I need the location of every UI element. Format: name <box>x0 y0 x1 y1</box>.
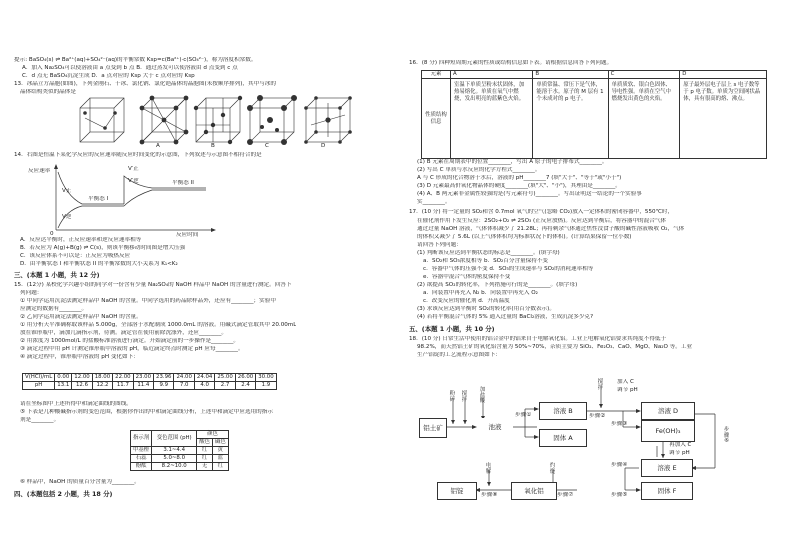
table-cell: 23.96 <box>154 374 174 382</box>
q17-option: a．SO₂和 SO₃浓度相等 b．SO₂百分含量保持不变 <box>423 258 549 264</box>
q16-text: (3) D 元素最高价氧化物晶体的硬度________(填"大"、"小")，其理由是________。 <box>417 183 621 189</box>
q17-text: (1) 判断该反应达到平衡状态的标志是________。(填字母) <box>417 250 560 256</box>
q17-text: 在催化剂作用下发生反应：2SO₂+O₂ ⇌ 2SO₃ (正反应放热)。反应达到平衡后，将容器中的混合气体 <box>417 218 667 224</box>
table-cell: 石蕊 <box>131 455 152 463</box>
flow-node-ingot: 铝锭 <box>437 482 477 500</box>
table-cell: 9.9 <box>154 382 174 390</box>
q17-option: a．向装置中再充入 N₂ b．向装置中再充入 O₂ <box>423 290 538 296</box>
graph-state-2: 平衡态 II <box>172 180 194 186</box>
table-cell: 22.00 <box>113 374 133 382</box>
process-flow-lines <box>397 0 794 558</box>
table-cell: 24.00 <box>174 374 194 382</box>
table-cell: pH <box>23 382 55 390</box>
table-cell: 18.00 <box>92 374 112 382</box>
q14-option-d: D．由平衡状态 I 和平衡状态 II 的平衡常数的大小关系为 K₁<K₂ <box>20 261 178 267</box>
crystal-label-a: A <box>156 143 160 149</box>
crystal-label-c: C <box>265 143 269 149</box>
flow-label-add1: 加入 C <box>617 379 634 385</box>
flow-node-feoh3: Fe(OH)₃ <box>641 420 695 442</box>
table-cell: 8.2~10.0 <box>152 463 197 471</box>
table-cell: 2.7 <box>215 382 235 390</box>
flow-label-adjust2: 调节 pH <box>669 450 690 456</box>
table-cell: 11.4 <box>133 382 153 390</box>
q15-after: 剂是________。 <box>20 417 60 423</box>
q15-text: 应测定的数据有________。 <box>20 306 88 312</box>
flow-node-solution-e: 溶液 E <box>641 459 693 477</box>
table-cell: 3.1~4.4 <box>152 447 197 455</box>
flow-label-step8: 步骤⑧ <box>481 492 498 498</box>
flow-label-add2: 再加入 C <box>669 442 692 448</box>
q15-text: 15．(12分) 某校化学兴趣小组的同学对一份含有少量 Na₂SO₄的 NaOH 样品中 NaOH 的含量进行测定。回答下 <box>14 282 292 288</box>
table-cell: 24.04 <box>194 374 214 382</box>
q15-text: ① 用分析天平准确称取该样品 5.000g，全部溶于水配制成 1000.0mL 的溶液。用碱式滴定管取其中 20.00mL <box>20 322 297 328</box>
q17-option: c．容器中气体的压强不变 d．SO₃的生成速率与 SO₂的消耗速率相等 <box>423 266 594 272</box>
flow-label-step2: 步骤② <box>589 413 606 419</box>
table-cell: V(HCl)/mL <box>23 374 55 382</box>
flow-label-step4: 步骤④ <box>611 462 628 468</box>
table-cell: 室温下单质呈粉末状固体，加热易熔化。单质在氧气中燃烧，发出明亮的蓝紫色火焰。 <box>451 79 533 159</box>
flow-label-crush: 粉碎 <box>449 391 456 403</box>
q16-text: 实________。 <box>417 199 451 205</box>
crystal-label-b: B <box>211 143 215 149</box>
table-cell: 0.00 <box>55 374 72 382</box>
q15-text: ② 用浓度为 1000mol/L 的盐酸标准溶液进行滴定。开始滴定前的一步操作是________。 <box>20 338 240 344</box>
table-cell: 单质质软、银白色固体、导电性强。单质在空气中燃烧发出黄色的火焰。 <box>608 79 680 159</box>
table-row <box>131 455 229 463</box>
q16-text: A 与 C 形成的化合物溶于水后，溶液的 pH________7 (填"大于"、"等于"或"小于") <box>417 175 622 181</box>
flow-node-solid-a: 固体 A <box>539 429 587 447</box>
table-cell: 红 <box>197 455 213 463</box>
graph-v-forward-prime: V′正 <box>128 166 139 172</box>
flow-node-solid-f: 固体 F <box>641 482 693 500</box>
q17-text: 通过过量 NaOH 溶液，气体体积减少了 21.28L；再将剩余气体通过焦性没食子酸的碱性溶液吸收 O₂，气体 <box>417 226 685 232</box>
q13-text: 13．冰晶立方晶胞(如图)，下列金刚石、干冰、氯化钠、氯化铯晶体的晶胞图(未按顺序排列)，其中与冰的 <box>14 81 276 87</box>
q17-text: (2) 欲提高 SO₂的转化率，下列措施可行的是________。(填字母) <box>417 282 578 288</box>
indicator-table <box>130 430 229 471</box>
table-cell: 5.0~8.0 <box>152 455 197 463</box>
q17-text: 的体积又减少了 5.6L (以上气体体积均为标准状况下的体积)。(计算结果保留一位小数) <box>417 234 632 240</box>
graph-v-reverse: V逆 <box>62 214 72 220</box>
q18-text: 18．(10 分) 日常生活中使用的铝合金中的铝来自于电解氧化铝。工业上电解氧化铝要求其纯度不得低于 <box>409 336 667 342</box>
flow-label-step3: 步骤③ <box>611 421 628 427</box>
flow-label-burn: 灼烧 <box>549 463 556 475</box>
right-column <box>397 0 794 558</box>
q17-text: 17．(10 分) 将一定量的 SO₂和含 0.7mol 氧气的空气(忽略 CO₂)放入一定体积的密闭容器中，550℃时， <box>409 209 674 215</box>
table-cell: 单质常温、常压下是气体，能溶于水。原子的 M 层有 1 个未成对的 p 电子。 <box>533 79 608 159</box>
table-cell: 2.4 <box>235 382 255 390</box>
q17-option: e．容器中混合气体的密度保持不变 <box>423 274 511 280</box>
table-cell: 红 <box>212 463 228 471</box>
q16-text: (2) 写出 C 单质与水反应的化学方程式________。 <box>417 167 541 173</box>
table-cell: 性质结构信息 <box>422 79 451 159</box>
q12-option-line: C．d 点无 BaSO₄沉淀生成 D．a 点对应的 Ksp 大于 c 点对应的 Ksp <box>22 73 195 79</box>
table-cell: C <box>608 71 680 79</box>
flow-label-step6: 步骤⑥ <box>723 427 730 445</box>
table-cell: A <box>451 71 533 79</box>
graph-v-reverse-prime: V′逆 <box>128 178 139 184</box>
table-cell: 黄 <box>212 447 228 455</box>
table-cell: 颜色 <box>197 431 229 439</box>
q15-last: ⑥ 样品中，NaOH 的质量百分含量为________。 <box>20 479 140 485</box>
graph-state-1: 平衡态 I <box>88 196 109 202</box>
table-cell: B <box>533 71 608 79</box>
section-4-heading: 四、(本题包括 2 小题，共 18 分) <box>14 490 113 498</box>
q18-text: 生产铝锭的工艺流程示意图如下： <box>417 352 501 358</box>
table-cell: 1.9 <box>256 382 276 390</box>
rate-time-graph <box>0 0 397 240</box>
table-cell: 蓝 <box>212 455 228 463</box>
flow-node-pool: 池液 <box>477 418 513 436</box>
q14-option-b: B．若反应为 A(g)+B(g) ⇌ C(s)，则该平衡移动时间图是增大压强 <box>20 245 186 251</box>
q15-text: 列问题： <box>20 290 43 296</box>
table-cell: 元素 <box>422 71 451 79</box>
table-cell: 4.0 <box>194 382 214 390</box>
q12-option-line: A．加入 Na₂SO₄可以使溶液由 a 点变到 b 点 B．通过蒸发可以使溶液由 d 点变到 c 点 <box>22 65 238 71</box>
flow-label-step1: 步骤① <box>515 412 532 418</box>
q17-text: (3) 求该反应达到平衡时 SO₂的转化率(用百分数表示)。 <box>417 306 555 312</box>
q16-text: (1) B 元素在周期表中的位置________，写出 A 原子的电子排布式________。 <box>417 159 608 165</box>
table-row <box>131 447 229 455</box>
q17-option: c．改变反应的催化剂 d．升高温度 <box>423 298 510 304</box>
table-cell: 13.1 <box>55 382 72 390</box>
q17-text: 请回答下列问题： <box>417 242 462 248</box>
q18-text: 98.2%，而天然铝土矿的氧化铝含量为 50%~70%，杂质主要为 SiO₂、Fe₂O₃、CaO、MgO、Na₂O 等。工业 <box>417 344 693 350</box>
graph-v-forward: V正 <box>62 188 72 194</box>
table-cell: 30.00 <box>256 374 276 382</box>
q14-option-a: A．反应达平衡时，正反应速率和逆反应速率相等 <box>20 237 142 243</box>
intro-line: 提示: BaSO₄(s) ⇌ Ba²⁺(aq)+SO₄²⁻(aq)的平衡常数 Ksp=c(Ba²⁺)·c(SO₄²⁻)，称为溶度积常数。 <box>14 57 257 63</box>
flow-label-acid: 加盐酸 <box>479 387 486 405</box>
q15-text: ④ 滴定过程中，锥形瓶中溶液的 pH 变化如下： <box>20 354 139 360</box>
q17-text: (4) 若将平衡混合气体的 5% 通入过量的 BaCl₂溶液，生成沉淀多少克? <box>417 314 594 320</box>
table-cell: 碱色 <box>212 439 228 447</box>
flow-label-stir2: 搅拌 <box>597 379 604 391</box>
table-cell: 25.00 <box>215 374 235 382</box>
table-cell: 23.00 <box>133 374 153 382</box>
table-cell: 26.00 <box>235 374 255 382</box>
table-cell: 原子最外层电子层上 s 电子数等于 p 电子数。单质为空间网状晶体，具有很高的熔、沸点。 <box>680 79 767 159</box>
flow-label-step5: 步骤⑤ <box>611 492 628 498</box>
q15-text: ② 乙同学运用滴定法测定样品中 NaOH 的含量。 <box>20 314 142 320</box>
q14-text: 14．右图是恒温下某化学反应的反应速率随反应时间变化的示意图，下列叙述与示意图不相符合的是 <box>14 152 262 158</box>
table-cell: 12.6 <box>72 382 92 390</box>
q15-text: 放在锥形瓶中，滴加几滴指示剂，待测。滴定管在使用前除洗涤外，还应________。 <box>20 330 227 336</box>
table-cell: 指示剂 <box>131 431 152 447</box>
q15-text: ① 甲同学运用沉淀法测定样品中 NaOH 的含量。甲同学选用的药品除样品外，还应有________；实验中 <box>20 298 276 304</box>
table-cell: 无 <box>197 463 213 471</box>
table-cell: 甲基橙 <box>131 447 152 455</box>
flow-node-solution-b: 溶液 B <box>539 402 587 420</box>
flow-node-solution-d: 溶液 D <box>641 402 695 420</box>
section-5-heading: 五、(本题 1 小题，共 10 分) <box>409 325 495 333</box>
flow-node-ore: 铝土矿 <box>419 418 447 438</box>
graph-origin: 0 <box>50 231 54 237</box>
graph-xlabel: 反应时间 <box>176 232 199 238</box>
table-cell: 酸色 <box>197 439 213 447</box>
q15-text: ③ 滴定过程中用 pH 计测定锥形瓶中溶液的 pH，临近滴定终点时测定 pH 应每________。 <box>20 346 244 352</box>
table-cell: 变色范围 (pH) <box>152 431 197 447</box>
table-row <box>131 431 229 439</box>
graph-ylabel: 反应速率 <box>28 168 51 174</box>
ph-data-table <box>22 373 277 390</box>
table-row <box>23 382 277 390</box>
table-row <box>23 374 277 382</box>
table-cell: 12.00 <box>72 374 92 382</box>
flow-label-adjust1: 调节 pH <box>617 387 638 393</box>
q15-after: ⑤ 下表是几种酸碱指示剂的变色范围，根据你作出的中和滴定曲线分析，上述中和滴定中应选用的指示 <box>20 409 273 415</box>
q15-after: 请在坐标图中上述所得中和滴定曲线的图线。 <box>20 401 132 407</box>
flow-node-alumina: 氧化铝 <box>511 482 557 500</box>
q16-heading: 16．(8 分) 四种短周期元素的性质或结构信息如下表。请根据信息回答下列问题。 <box>409 60 613 66</box>
crystal-label-d: D <box>321 143 326 149</box>
table-cell: 7.0 <box>174 382 194 390</box>
table-cell: 酚酞 <box>131 463 152 471</box>
table-cell: 红 <box>197 447 213 455</box>
flow-label-stir1: 搅拌 <box>461 391 468 403</box>
q13-text: 晶体结构类似的晶体是 <box>20 89 76 95</box>
q14-option-c: C．该反应体系不可以是：正反应为吸热反应 <box>20 253 131 259</box>
table-cell: 12.2 <box>92 382 112 390</box>
flow-label-electrolyze: 电解 <box>485 463 492 475</box>
q16-text: (4) A、B 两元素非金属性较强的是(写元素符号)________。写出证明这一结论的一个实验事 <box>417 191 642 197</box>
table-cell: D <box>680 71 767 79</box>
section-3-heading: 三、(本题 1 小题，共 12 分) <box>14 271 100 279</box>
table-row <box>131 463 229 471</box>
flow-label-step7: 步骤⑦ <box>557 492 574 498</box>
table-cell: 11.7 <box>113 382 133 390</box>
